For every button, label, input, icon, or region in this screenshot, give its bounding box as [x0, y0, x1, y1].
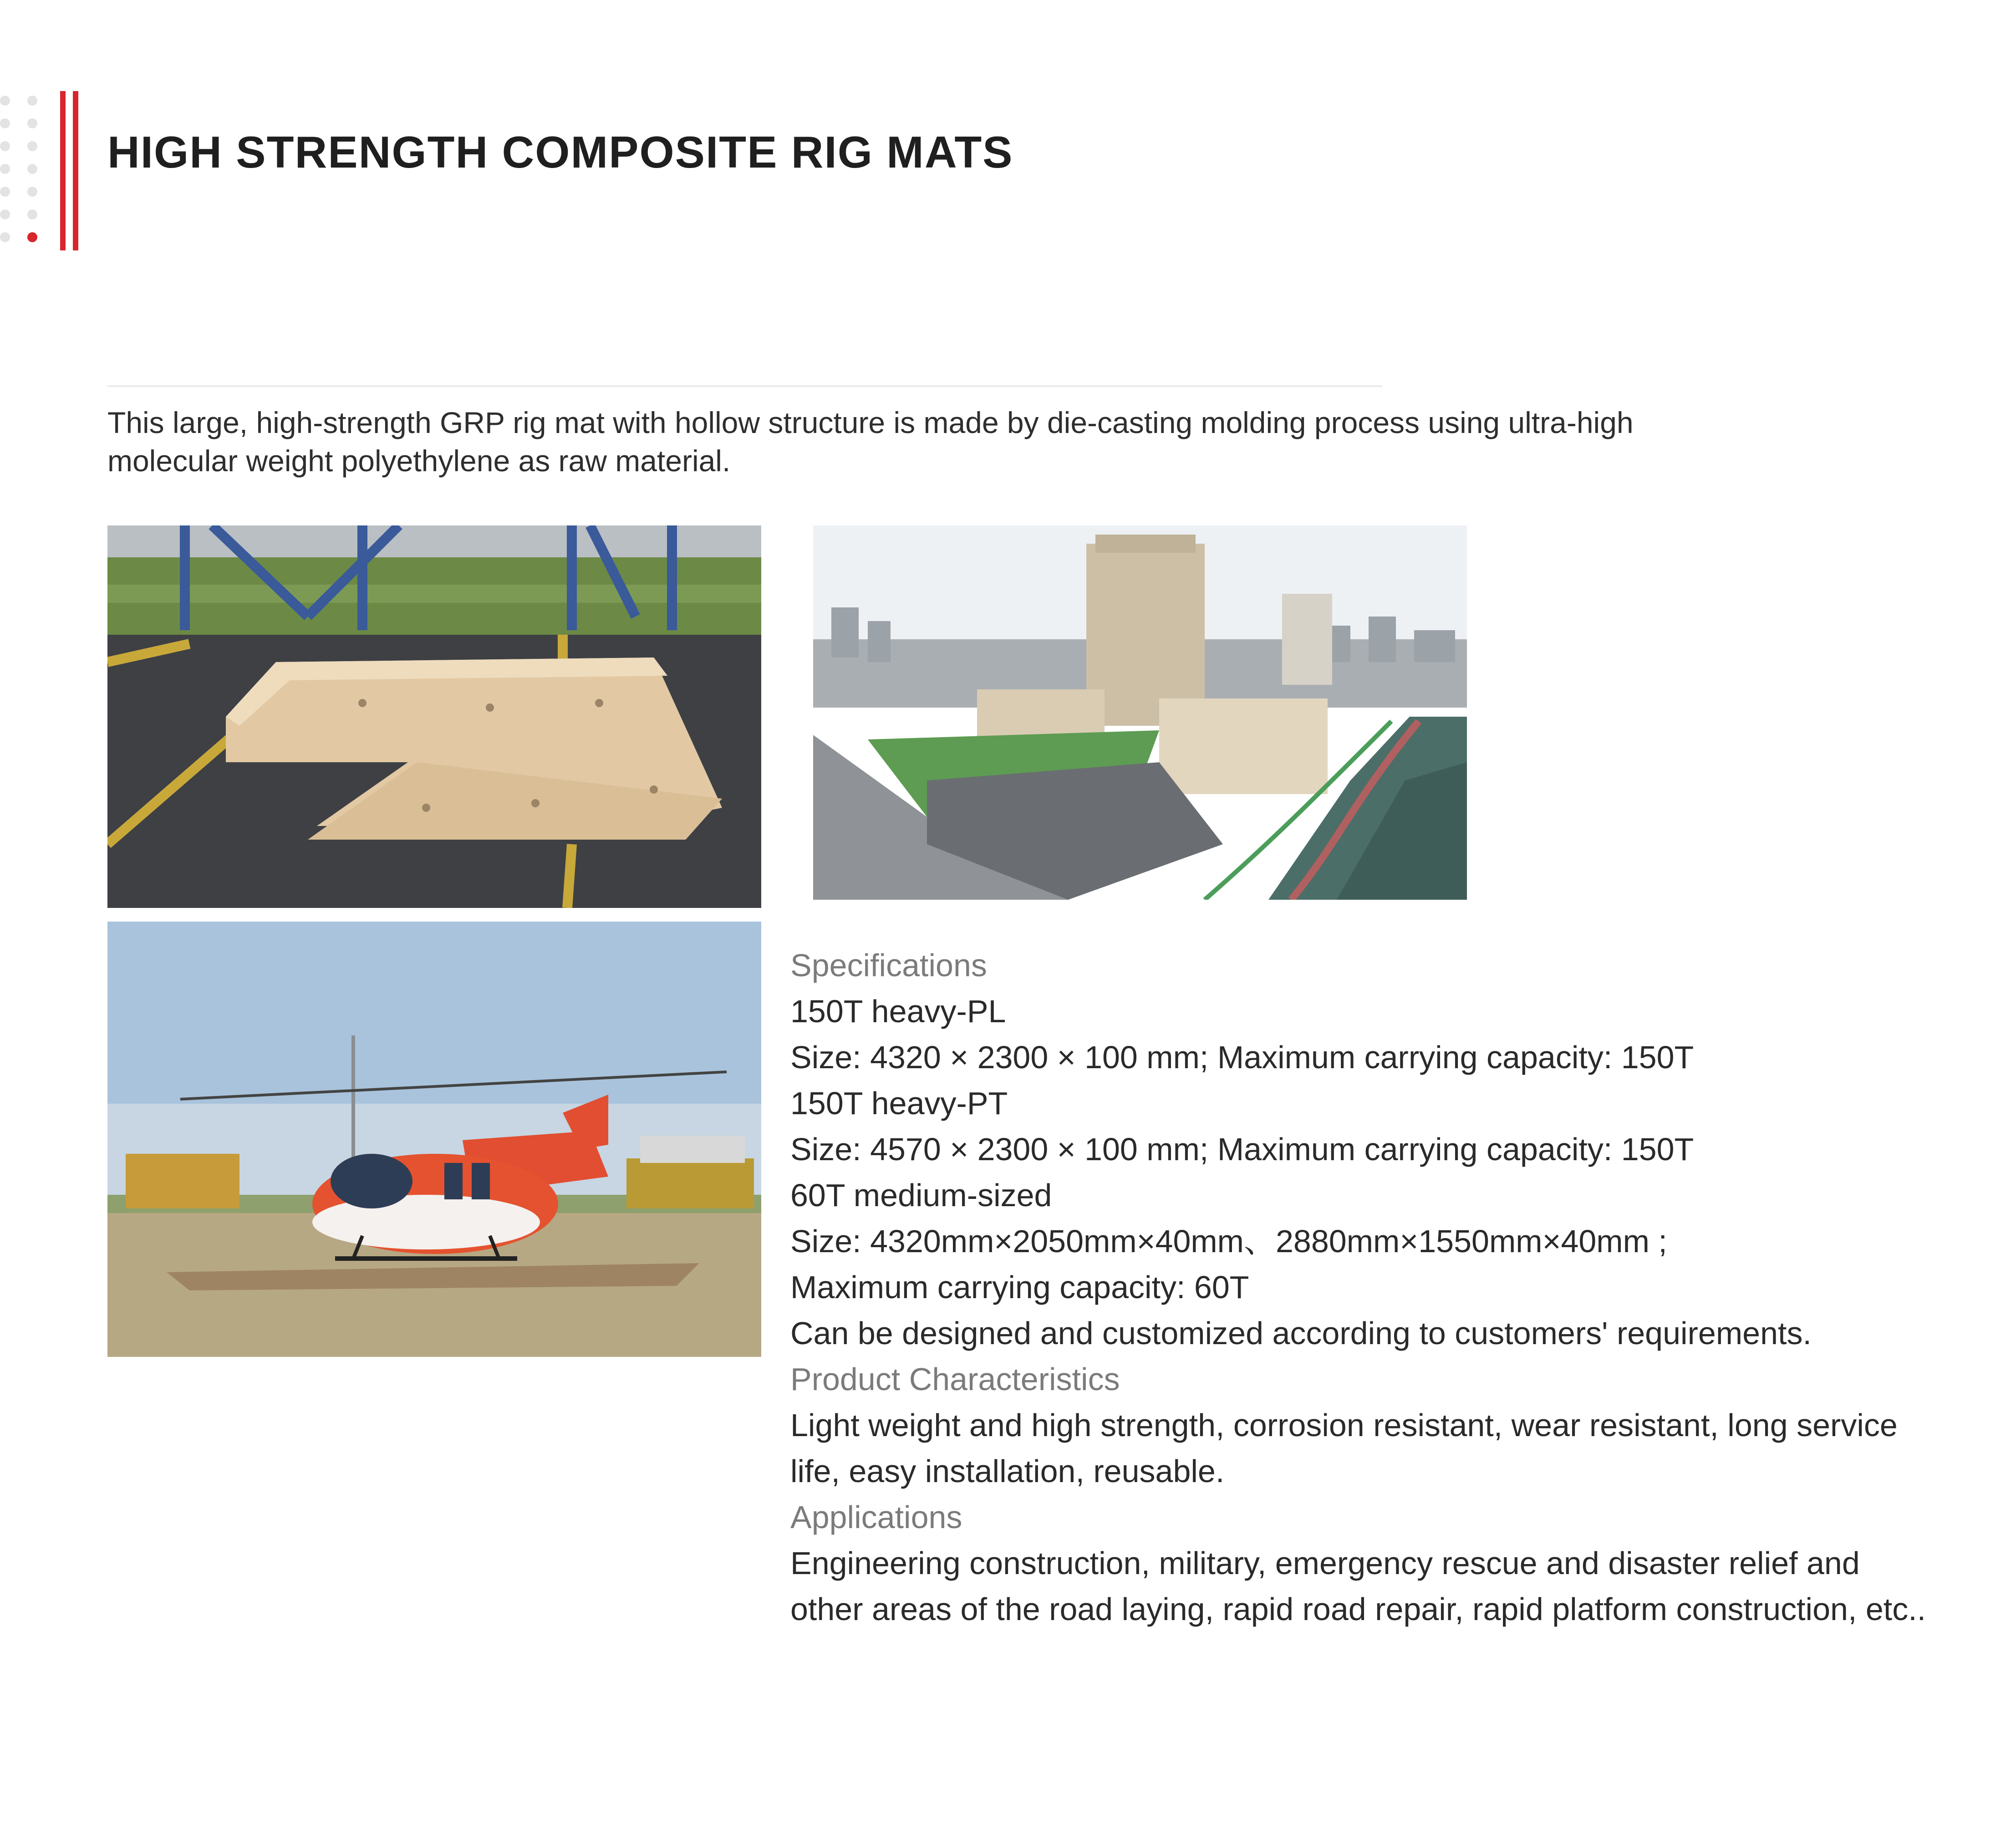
spec-item-size: Size: 4320mm×2050mm×40mm、2880mm×1550mm×40mm ;	[790, 1223, 1667, 1259]
applications-text: Engineering construction, military, emergency rescue and disaster relief and other areas of the road laying, rapid road repair, rapid platform construction, etc..	[790, 1545, 1926, 1627]
aerial-building-photo	[813, 525, 1467, 900]
spec-item-size: Size: 4570 × 2300 × 100 mm; Maximum carrying capacity: 150T	[790, 1132, 1694, 1167]
spec-item-title: 60T medium-sized	[790, 1177, 1052, 1213]
custom-note: Can be designed and customized according to customers' requirements.	[790, 1315, 1812, 1351]
characteristics-text: Light weight and high strength, corrosion resistant, wear resistant, long service life, easy installation, reusable.	[790, 1407, 1898, 1489]
page-title: HIGH STRENGTH COMPOSITE RIG MATS	[107, 127, 1013, 177]
spec-item-size: Size: 4320 × 2300 × 100 mm; Maximum carrying capacity: 150T	[790, 1040, 1694, 1075]
scan-artifact-line	[107, 385, 1382, 387]
intro-paragraph: This large, high-strength GRP rig mat with hollow structure is made by die-casting molding process using ultra-high molecular weight polyethylene as raw material.	[107, 406, 1634, 478]
spec-item-title: 150T heavy-PL	[790, 994, 1006, 1029]
accent-bar-left	[60, 91, 66, 250]
decorative-dot-grid	[0, 96, 41, 250]
specifications-heading: Specifications	[790, 948, 987, 983]
accent-bar-right	[73, 91, 78, 250]
spec-item-capacity: Maximum carrying capacity: 60T	[790, 1269, 1249, 1305]
rig-mats-on-asphalt-photo	[107, 525, 761, 908]
characteristics-heading: Product Characteristics	[790, 1361, 1120, 1397]
spec-item-title: 150T heavy-PT	[790, 1086, 1008, 1121]
specifications-block	[790, 943, 1929, 1632]
applications-heading: Applications	[790, 1499, 962, 1535]
helicopter-on-mat-photo	[107, 922, 761, 1357]
